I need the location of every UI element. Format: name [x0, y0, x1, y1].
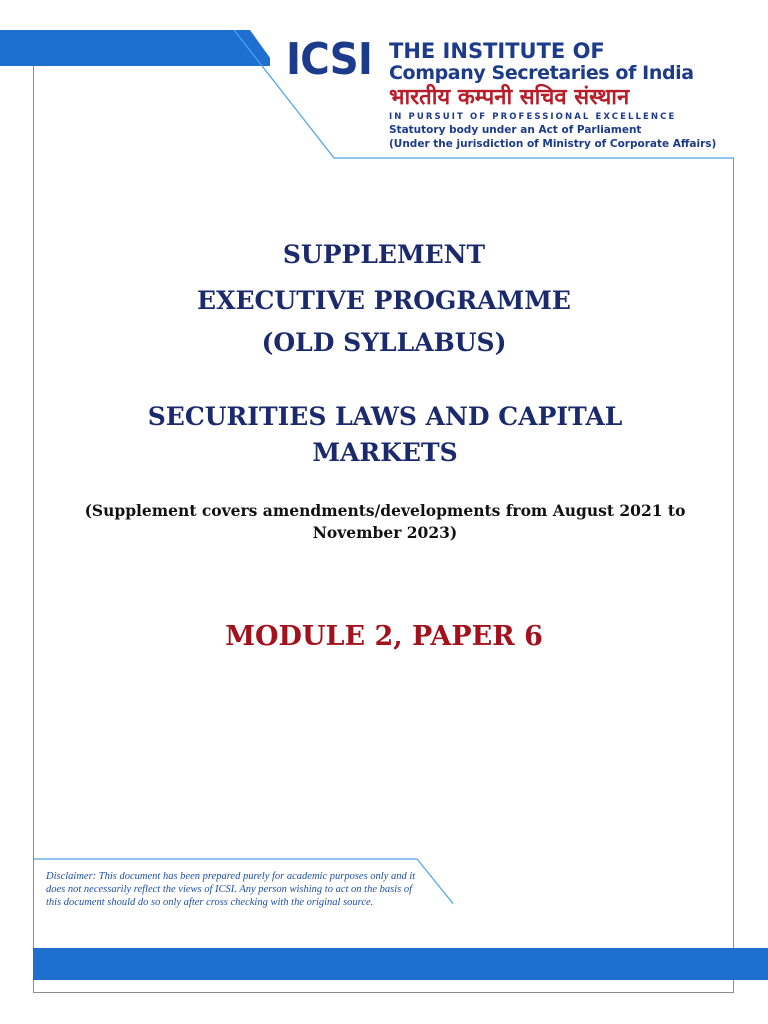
- disclaimer-text: Disclaimer: This document has been prepared purely for academic purposes only and it does not necessarily reflect the views of ICSI. Any person wishing to act on the basis of this document should do so only after cross checking with the original source.: [46, 871, 416, 908]
- org-motto: IN PURSUIT OF PROFESSIONAL EXCELLENCE: [389, 112, 677, 122]
- org-name-line2: Company Secretaries of India: [389, 62, 694, 84]
- cover-module-paper: MODULE 2, PAPER 6: [225, 621, 543, 652]
- cover-subject: SECURITIES LAWS AND CAPITAL MARKETS: [147, 402, 623, 467]
- org-name-line1: THE INSTITUTE OF: [389, 39, 605, 63]
- jurisdiction-line: (Under the jurisdiction of Ministry of Corporate Affairs): [389, 138, 717, 150]
- cover-title-programme: EXECUTIVE PROGRAMME: [197, 286, 571, 315]
- footer-band: [33, 948, 768, 980]
- statutory-line: Statutory body under an Act of Parliament: [389, 124, 642, 136]
- icsi-logo: ICSI: [286, 34, 373, 85]
- cover-title-supplement: SUPPLEMENT: [282, 240, 486, 269]
- cover-title-syllabus: (OLD SYLLABUS): [261, 328, 507, 357]
- cover-coverage-note: (Supplement covers amendments/developments from August 2021 to November 2023): [84, 501, 686, 542]
- org-name-hindi: भारतीय कम्पनी सचिव संस्थान: [389, 85, 630, 110]
